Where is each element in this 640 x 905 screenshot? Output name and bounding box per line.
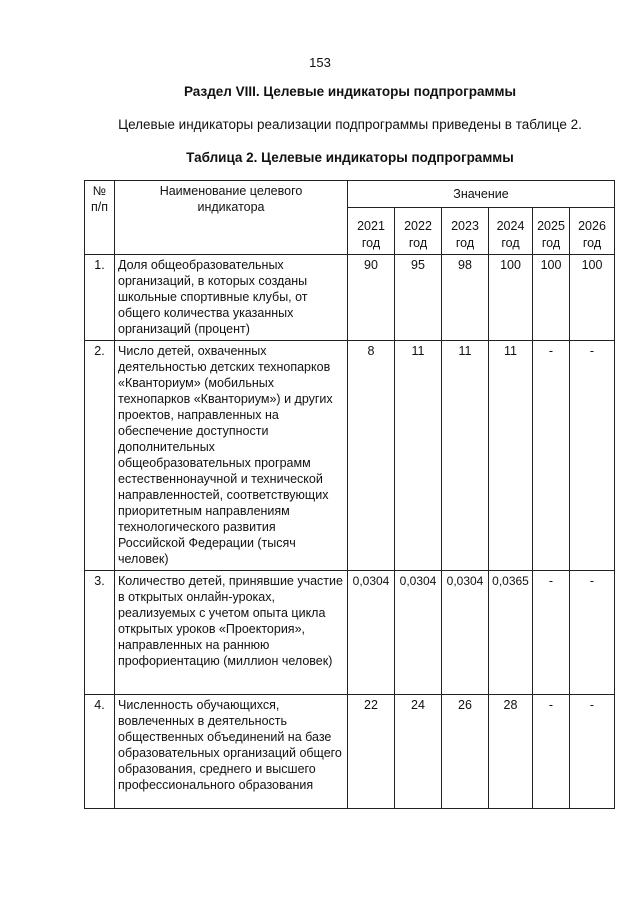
row-value: - (570, 341, 615, 571)
row-num: 3. (85, 571, 115, 695)
row-value: 8 (348, 341, 395, 571)
table-row (85, 695, 615, 809)
table-row (85, 341, 615, 571)
row-num: 4. (85, 695, 115, 809)
section-title: Раздел VIII. Целевые индикаторы подпрограммы (183, 84, 516, 99)
row-value: - (533, 341, 570, 571)
row-value: 90 (348, 255, 395, 341)
table-row (85, 571, 615, 695)
table-row (85, 255, 615, 341)
row-value: 100 (533, 255, 570, 341)
row-value: 28 (489, 695, 533, 809)
row-value: 0,0304 (442, 571, 489, 695)
row-value: - (570, 571, 615, 695)
row-value: 0,0304 (395, 571, 442, 695)
header-year: 2025 год (533, 208, 570, 255)
row-value: 95 (395, 255, 442, 341)
row-value: 26 (442, 695, 489, 809)
intro-paragraph: Целевые индикаторы реализации подпрограммы приведены в таблице 2. (118, 117, 582, 132)
row-name: Число детей, охваченных деятельностью детских технопарков «Кванториум» (мобильных технопарков «Кванториум») и других проектов, направленных на обеспечение доступности дополнительных общеобразовательных программ естественнонаучной и технической направленностей, соответствующих приоритетным направлениям технологического развития Российской Федерации (тысяч человек) (115, 341, 348, 571)
row-value: 11 (442, 341, 489, 571)
row-name: Численность обучающихся, вовлеченных в деятельность общественных объединений на базе образовательных организаций общего образования, среднего и высшего профессионального образования (115, 695, 348, 809)
row-value: - (570, 695, 615, 809)
row-value: 24 (395, 695, 442, 809)
indicators-table (84, 180, 615, 809)
row-value: 100 (489, 255, 533, 341)
row-value: 11 (489, 341, 533, 571)
row-value: 100 (570, 255, 615, 341)
row-value: 98 (442, 255, 489, 341)
row-value: - (533, 695, 570, 809)
page-number: 153 (309, 55, 331, 70)
header-value: Значение (348, 181, 615, 208)
header-year: 2021 год (348, 208, 395, 255)
header-year: 2026 год (570, 208, 615, 255)
row-num: 1. (85, 255, 115, 341)
header-num: № п/п (85, 181, 115, 255)
header-year: 2023 год (442, 208, 489, 255)
header-year: 2022 год (395, 208, 442, 255)
header-year: 2024 год (489, 208, 533, 255)
row-value: 0,0304 (348, 571, 395, 695)
row-num: 2. (85, 341, 115, 571)
table-title: Таблица 2. Целевые индикаторы подпрограммы (186, 150, 514, 165)
row-name: Количество детей, принявшие участие в открытых онлайн-уроках, реализуемых с учетом опыта цикла открытых уроков «Проектория», направленных на раннюю профориентацию (миллион человек) (115, 571, 348, 695)
row-name: Доля общеобразовательных организаций, в которых созданы школьные спортивные клубы, от общего количества указанных организаций (процент) (115, 255, 348, 341)
header-name: Наименование целевого индикатора (115, 181, 348, 255)
row-value: - (533, 571, 570, 695)
row-value: 22 (348, 695, 395, 809)
row-value: 0,0365 (489, 571, 533, 695)
row-value: 11 (395, 341, 442, 571)
